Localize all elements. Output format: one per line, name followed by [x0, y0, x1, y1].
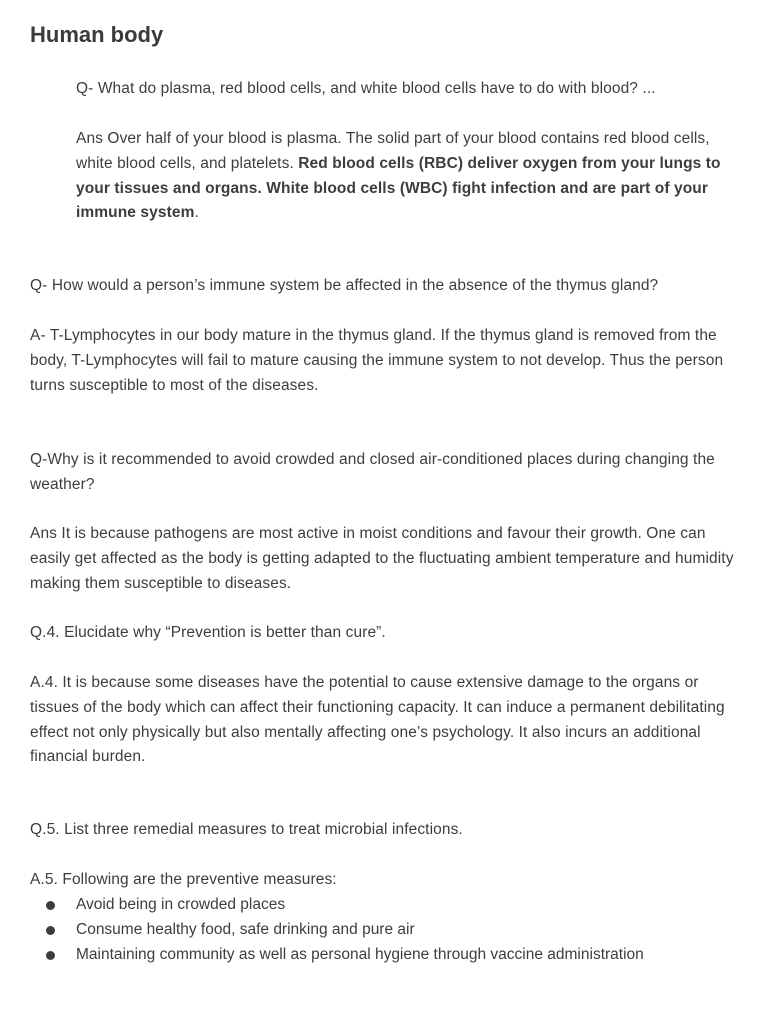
- bullet-icon: [46, 926, 55, 935]
- answer-1-bold-text: Red blood cells (RBC) deliver oxygen from your lungs to your tissues and organs. White blood cells (WBC) fight infection and are part of your immune system: [76, 154, 721, 222]
- question-5: Q.5. List three remedial measures to treat microbial infections.: [30, 821, 463, 838]
- question-2: Q- How would a person’s immune system be affected in the absence of the thymus gland?: [30, 277, 659, 294]
- list-item: [30, 893, 744, 918]
- answer-1-end: .: [194, 204, 199, 222]
- answer-1: [76, 127, 744, 226]
- list-item: [30, 918, 744, 943]
- answer-4: A.4. It is because some diseases have the potential to cause extensive damage to the organs or tissues of the body which can affect their functioning capacity. It can induce a permanent debilitating effect not only physically but also mentally affecting one’s psychology. It also incurs an additional financial burden.: [30, 674, 725, 766]
- page-title: Human body: [30, 22, 164, 47]
- list-item: [30, 943, 744, 968]
- question-1: Q- What do plasma, red blood cells, and white blood cells have to do with blood? ...: [76, 80, 656, 97]
- measures-list: [30, 893, 744, 967]
- question-4: Q.4. Elucidate why “Prevention is better than cure”.: [30, 624, 386, 641]
- answer-5-intro: A.5. Following are the preventive measures:: [30, 871, 337, 888]
- answer-3: Ans It is because pathogens are most active in moist conditions and favour their growth. One can easily get affected as the body is getting adapted to the fluctuating ambient temperature and humidity making them susceptible to diseases.: [30, 525, 734, 592]
- list-item-text: Avoid being in crowded places: [76, 896, 286, 913]
- answer-1-text: Ans Over half of your blood is plasma. The solid part of your blood contains red blood cells, white blood cells, and platelets.: [76, 130, 710, 172]
- list-item-text: Consume healthy food, safe drinking and pure air: [76, 920, 415, 938]
- bullet-icon: [46, 901, 55, 910]
- answer-2: A- T-Lymphocytes in our body mature in the thymus gland. If the thymus gland is removed from the body, T-Lymphocytes will fail to mature causing the immune system to not develop. Thus the person turns susceptible to most of the diseases.: [30, 327, 724, 394]
- bullet-icon: [46, 951, 55, 960]
- list-item-text: Maintaining community as well as personal hygiene through vaccine administration: [76, 945, 644, 963]
- question-3: Q-Why is it recommended to avoid crowded and closed air-conditioned places during changing the weather?: [30, 451, 715, 493]
